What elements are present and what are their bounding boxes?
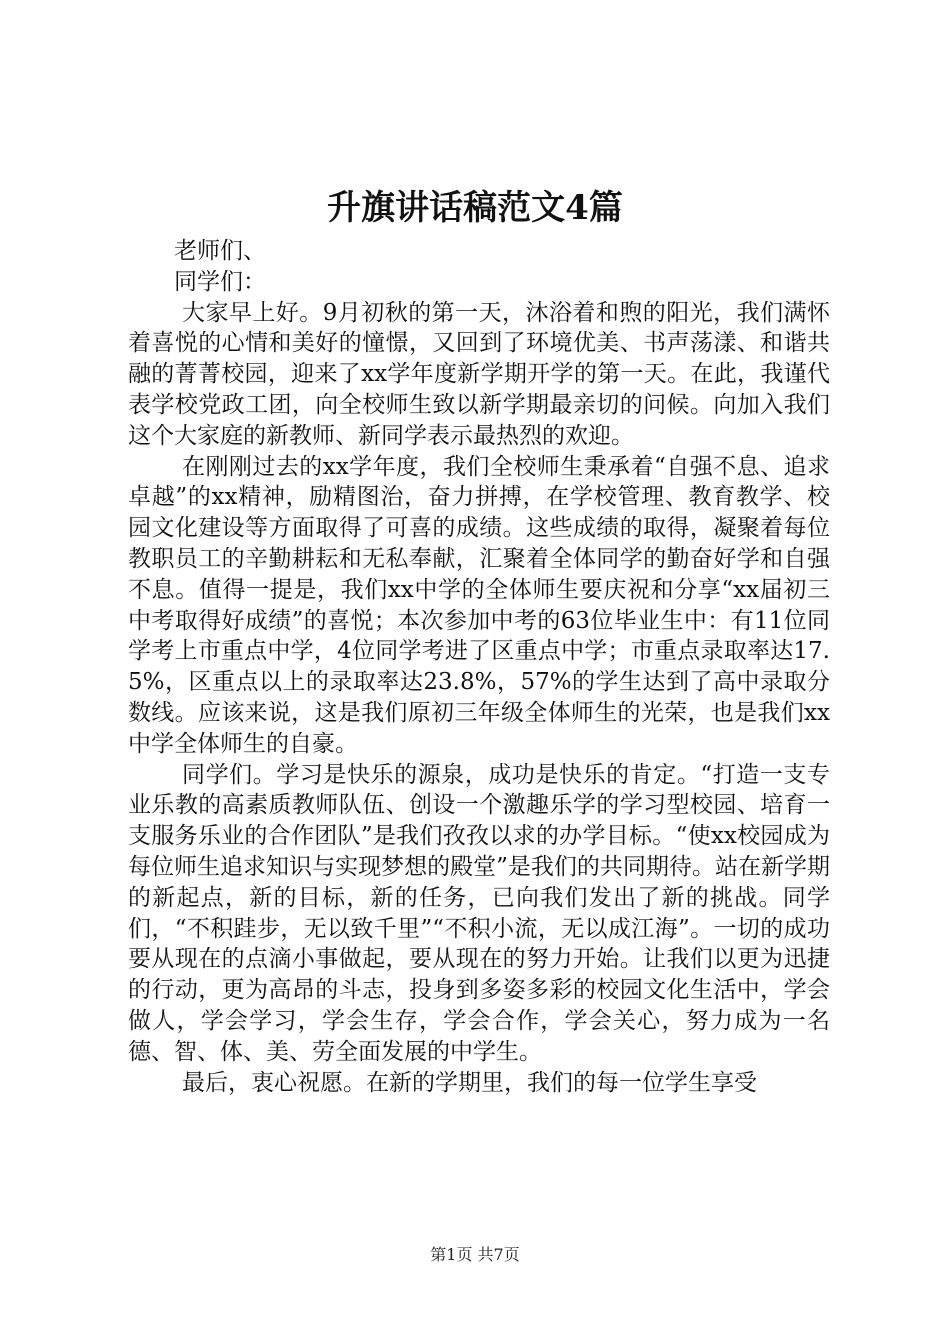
salutation-teachers: 老师们、 xyxy=(174,238,266,264)
document-body xyxy=(128,236,830,1098)
paragraph-achievements: 在刚刚过去的xx学年度，我们全校师生秉承着“自强不息、追求卓越”的xx精神，励精图治，奋力拼搏，在学校管理、教育教学、校园文化建设等方面取得了可喜的成绩。这些成绩的取得，凝聚着每位教职员工的辛勤耕耘和无私奉献，汇聚着全体同学的勤奋好学和自强不息。值得一提是，我们xx中学的全体师生要庆祝和分享“xx届初三中考取得好成绩”的喜悦；本次参加中考的63位毕业生中：有11位同学考上市重点中学，4位同学考进了区重点中学；市重点录取率达17.5%，区重点以上的录取率达23.8%，57%的学生达到了高中录取分数线。应该来说，这是我们原初三年级全体师生的光荣，也是我们xx中学全体师生的自豪。 xyxy=(128,453,830,757)
page-footer xyxy=(0,1243,950,1267)
page-indicator: 第1页 共7页 xyxy=(430,1245,520,1264)
document-title: 升旗讲话稿范文4篇 xyxy=(327,188,623,228)
paragraph-closing: 最后，衷心祝愿。在新的学期里，我们的每一位学生享受 xyxy=(182,1069,757,1096)
paragraph-goals: 同学们。学习是快乐的源泉，成功是快乐的肯定。“打造一支专业乐教的高素质教师队伍、创设一个激趣乐学的学习型校园、培育一支服务乐业的合作团队”是我们孜孜以求的办学目标。“使xx校园成为每位师生追求知识与实现梦想的殿堂”是我们的共同期待。站在新学期的新起点，新的目标，新的任务，已向我们发出了新的挑战。同学们，“不积跬步，无以致千里”“不积小流，无以成江海”。一切的成功要从现在的点滴小事做起，要从现在的努力开始。让我们以更为迅捷的行动，更为高昂的斗志，投身到多姿多彩的校园文化生活中，学会做人，学会学习，学会生存，学会合作，学会关心，努力成为一名德、智、体、美、劳全面发展的中学生。 xyxy=(128,761,830,1065)
paragraph-greeting: 大家早上好。9月初秋的第一天，沐浴着和煦的阳光，我们满怀着喜悦的心情和美好的憧憬，又回到了环境优美、书声荡漾、和谐共融的菁菁校园，迎来了xx学年度新学期开学的第一天。在此，我谨代表学校党政工团，向全校师生致以新学期最亲切的问候。向加入我们这个大家庭的新教师、新同学表示最热烈的欢迎。 xyxy=(128,299,830,449)
salutation-students: 同学们： xyxy=(174,268,266,295)
